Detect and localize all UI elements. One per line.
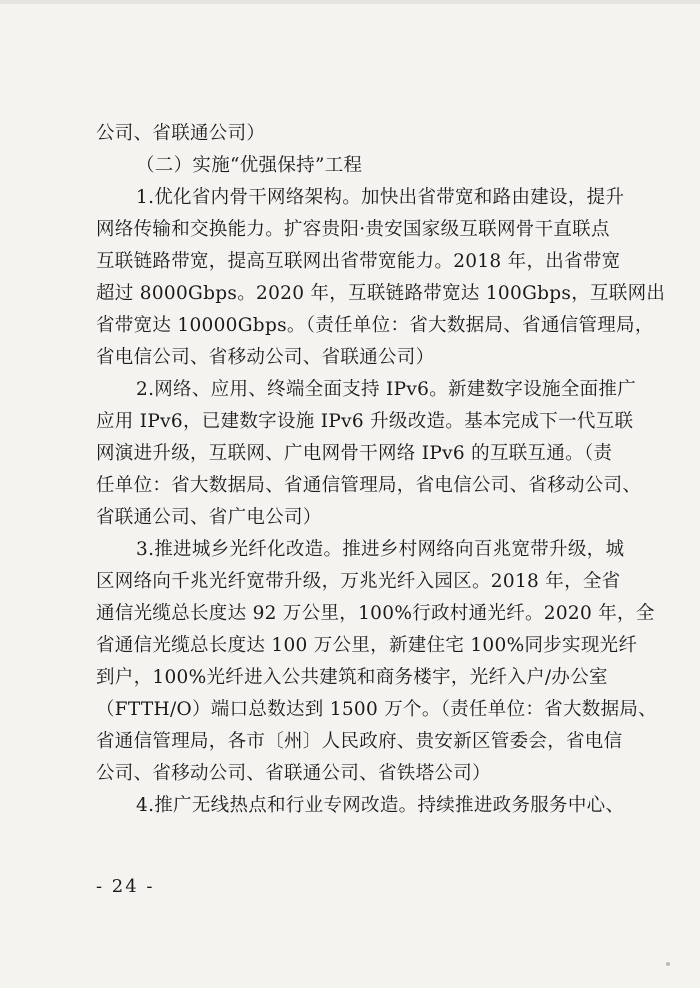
document-body bbox=[96, 118, 666, 822]
text-line: 任单位：省大数据局、省通信管理局，省电信公司、省移动公司、 bbox=[96, 475, 642, 496]
text-line: 通信光缆总长度达 92 万公里，100%行政村通光纤。2020 年，全 bbox=[96, 603, 655, 624]
scan-speck bbox=[666, 962, 670, 966]
text-line: 网络传输和交换能力。扩容贵阳·贵安国家级互联网骨干直联点 bbox=[96, 219, 610, 240]
text-line: 省带宽达 10000Gbps。（责任单位：省大数据局、省通信管理局， bbox=[96, 315, 654, 336]
text-line: 1.优化省内骨干网络架构。加快出省带宽和路由建设，提升 bbox=[136, 187, 625, 208]
text-line: 到户，100%光纤进入公共建筑和商务楼宇，光纤入户/办公室 bbox=[96, 667, 608, 688]
text-line: 互联链路带宽，提高互联网出省带宽能力。2018 年，出省带宽 bbox=[96, 251, 621, 272]
text-line: 省电信公司、省移动公司、省联通公司） bbox=[96, 347, 435, 368]
text-line: 超过 8000Gbps。2020 年，互联链路带宽达 100Gbps，互联网出 bbox=[96, 283, 666, 304]
text-line: （二）实施“优强保持”工程 bbox=[136, 155, 363, 176]
scan-top-edge bbox=[0, 0, 700, 4]
text-line: 3.推进城乡光纤化改造。推进乡村网络向百兆宽带升级，城 bbox=[136, 539, 625, 560]
text-line: 区网络向千兆光纤宽带升级，万兆光纤入园区。2018 年，全省 bbox=[96, 571, 621, 592]
text-line: 省联通公司、省广电公司） bbox=[96, 507, 322, 528]
text-line: 2.网络、应用、终端全面支持 IPv6。新建数字设施全面推广 bbox=[136, 379, 637, 400]
text-line: 公司、省移动公司、省联通公司、省铁塔公司） bbox=[96, 763, 491, 784]
text-line: 公司、省联通公司） bbox=[96, 123, 266, 144]
page-number: - 24 - bbox=[96, 876, 155, 897]
text-line: 网演进升级，互联网、广电网骨干网络 IPv6 的互联互通。（责 bbox=[96, 443, 613, 464]
text-line: 省通信光缆总长度达 100 万公里，新建住宅 100%同步实现光纤 bbox=[96, 635, 638, 656]
text-line: 省通信管理局，各市〔州〕人民政府、贵安新区管委会，省电信 bbox=[96, 731, 623, 752]
text-line: 应用 IPv6，已建数字设施 IPv6 升级改造。基本完成下一代互联 bbox=[96, 411, 634, 432]
text-line: （FTTH/O）端口总数达到 1500 万个。（责任单位：省大数据局、 bbox=[96, 699, 657, 720]
text-line: 4.推广无线热点和行业专网改造。持续推进政务服务中心、 bbox=[136, 795, 625, 816]
